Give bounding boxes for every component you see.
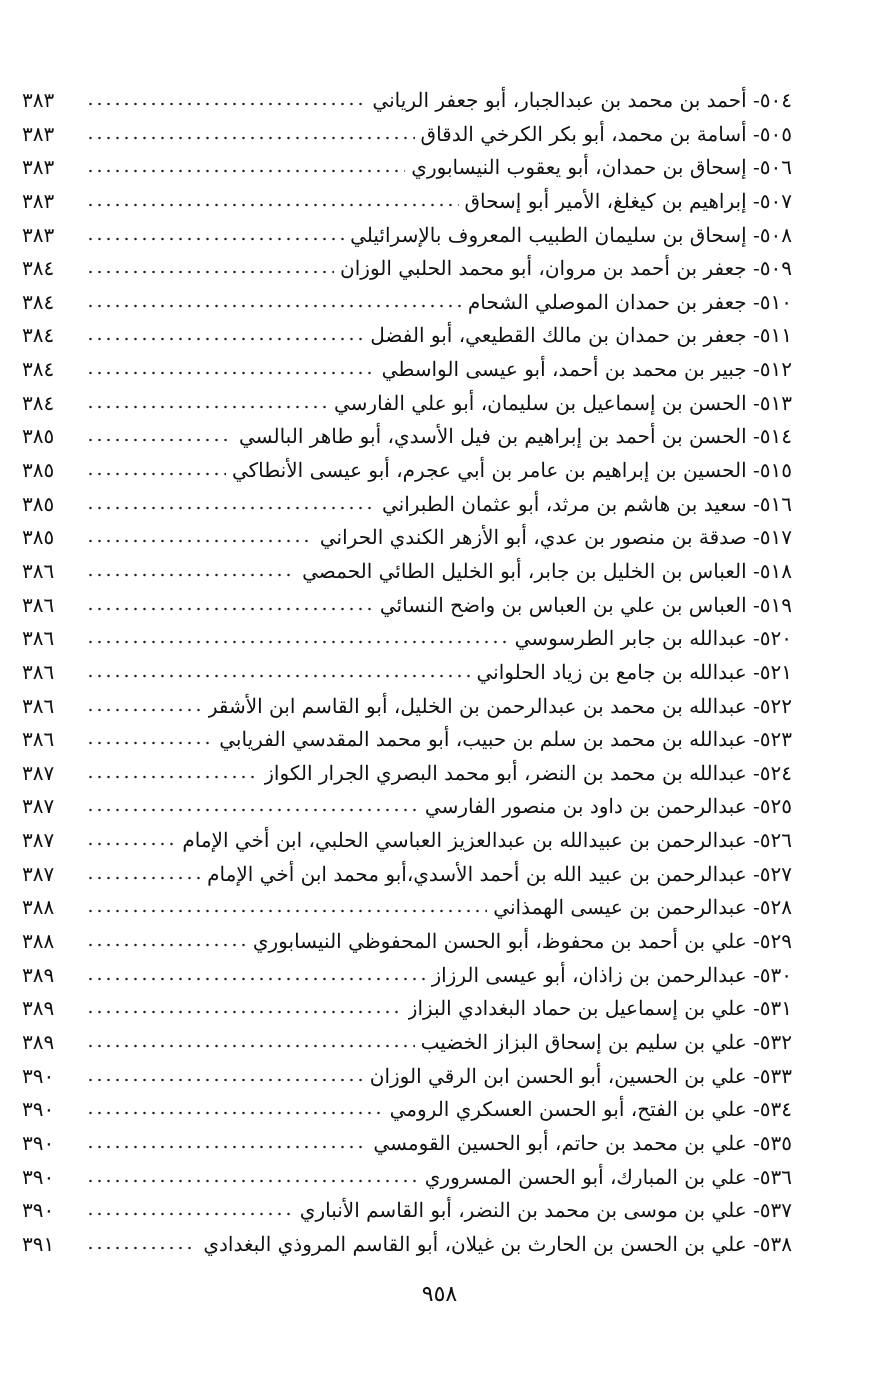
- dot-leader: [86, 394, 328, 414]
- entry-title: ٥٢٣- عبدالله بن محمد بن سلم بن حبيب، أبو محمد المقدسي الفريابي: [219, 727, 792, 752]
- entry-title: ٥٣٨- علي بن الحسن بن الحارث بن غيلان، أبو القاسم المروذي البغدادي: [203, 1231, 792, 1256]
- entry-title: ٥٢٠- عبدالله بن جابر الطرسوسي: [514, 626, 792, 651]
- entry-title: ٥١٧- صدقة بن منصور بن عدي، أبو الأزهر الكندي الحراني: [319, 525, 792, 550]
- entry-title: ٥٠٩- جعفر بن أحمد بن مروان، أبو محمد الحلبي الوزان: [340, 256, 792, 281]
- entry-title: ٥٣٧- علي بن موسى بن محمد بن النضر، أبو القاسم الأنباري: [299, 1198, 792, 1223]
- toc-entry: [22, 252, 792, 286]
- entry-title: ٥٣٥- علي بن محمد بن حاتم، أبو الحسين القومسي: [373, 1130, 792, 1155]
- toc-entry: [22, 790, 792, 824]
- toc-entry: [22, 757, 792, 791]
- entry-page-ref: ٣٨٦: [22, 659, 55, 684]
- table-of-contents: [22, 84, 792, 1261]
- toc-entry: [22, 824, 792, 858]
- toc-entry: [22, 1060, 792, 1094]
- dot-leader: [86, 1100, 384, 1120]
- toc-entry: [22, 1194, 792, 1228]
- entry-title: ٥١٩- العباس بن علي بن العباس بن واضح النسائي: [379, 592, 792, 617]
- toc-entry: [22, 219, 792, 253]
- dot-leader: [86, 1066, 364, 1086]
- dot-leader: [86, 865, 201, 885]
- entry-page-ref: ٣٨٣: [22, 222, 55, 247]
- toc-entry: [22, 1093, 792, 1127]
- dot-leader: [86, 764, 258, 784]
- entry-page-ref: ٣٨٥: [22, 491, 55, 516]
- dot-leader: [86, 629, 509, 649]
- dot-leader: [86, 124, 415, 144]
- toc-entry: [22, 185, 792, 219]
- entry-page-ref: ٣٩٠: [22, 1164, 55, 1189]
- entry-page-ref: ٣٨٩: [22, 996, 55, 1021]
- toc-entry: [22, 1161, 792, 1195]
- entry-title: ٥١٤- الحسن بن أحمد بن إبراهيم بن فيل الأسدي، أبو طاهر البالسي: [238, 424, 792, 449]
- toc-entry: [22, 84, 792, 118]
- dot-leader: [86, 797, 419, 817]
- toc-entry: [22, 286, 792, 320]
- dot-leader: [86, 1033, 415, 1053]
- entry-page-ref: ٣٨٥: [22, 424, 55, 449]
- entry-page-ref: ٣٨٤: [22, 323, 55, 348]
- entry-title: ٥٠٨- إسحاق بن سليمان الطبيب المعروف بالإسرائيلي: [350, 222, 792, 247]
- entry-page-ref: ٣٨٩: [22, 962, 55, 987]
- dot-leader: [86, 158, 405, 178]
- dot-leader: [86, 427, 233, 447]
- entry-page-ref: ٣٨٦: [22, 727, 55, 752]
- entry-title: ٥٣٣- علي بن الحسين، أبو الحسن ابن الرقي الوزان: [369, 1063, 792, 1088]
- dot-leader: [86, 91, 366, 111]
- entry-page-ref: ٣٨٣: [22, 188, 55, 213]
- entry-page-ref: ٣٨٤: [22, 357, 55, 382]
- toc-entry: [22, 723, 792, 757]
- entry-page-ref: ٣٩٠: [22, 1198, 55, 1223]
- toc-entry: [22, 925, 792, 959]
- entry-page-ref: ٣٨٧: [22, 794, 55, 819]
- toc-entry: [22, 891, 792, 925]
- dot-leader: [86, 461, 226, 481]
- entry-title: ٥٢٢- عبدالله بن محمد بن عبدالرحمن بن الخليل، أبو القاسم ابن الأشقر: [207, 693, 792, 718]
- entry-page-ref: ٣٨٤: [22, 256, 55, 281]
- toc-entry: [22, 992, 792, 1026]
- entry-page-ref: ٣٩٠: [22, 1063, 55, 1088]
- entry-page-ref: ٣٨٦: [22, 592, 55, 617]
- dot-leader: [86, 192, 459, 212]
- toc-entry: [22, 622, 792, 656]
- toc-entry: [22, 656, 792, 690]
- toc-entry: [22, 319, 792, 353]
- entry-title: ٥٢١- عبدالله بن جامع بن زياد الحلواني: [476, 659, 792, 684]
- entry-title: ٥١٠- جعفر بن حمدان الموصلي الشحام: [467, 289, 792, 314]
- toc-entry: [22, 959, 792, 993]
- entry-title: ٥٠٦- إسحاق بن حمدان، أبو يعقوب النيسابوري: [411, 155, 792, 180]
- toc-entry: [22, 387, 792, 421]
- toc-entry: [22, 420, 792, 454]
- entry-page-ref: ٣٨٤: [22, 289, 55, 314]
- dot-leader: [86, 360, 376, 380]
- entry-page-ref: ٣٨٨: [22, 929, 55, 954]
- dot-leader: [86, 293, 462, 313]
- entry-title: ٥٣٤- علي بن الفتح، أبو الحسن العسكري الرومي: [389, 1097, 792, 1122]
- entry-page-ref: ٣٨٣: [22, 88, 55, 112]
- entry-page-ref: ٣٩٠: [22, 1097, 55, 1122]
- toc-entry: [22, 151, 792, 185]
- dot-leader: [86, 1167, 419, 1187]
- toc-entry: [22, 589, 792, 623]
- entry-page-ref: ٣٩٠: [22, 1130, 55, 1155]
- dot-leader: [86, 259, 334, 279]
- toc-entry: [22, 118, 792, 152]
- toc-entry: [22, 555, 792, 589]
- entry-title: ٥١٨- العباس بن الخليل بن جابر، أبو الخليل الطائي الحمصي: [302, 558, 792, 583]
- entry-title: ٥٠٧- إبراهيم بن كيغلغ، الأمير أبو إسحاق: [464, 188, 792, 213]
- dot-leader: [86, 1201, 294, 1221]
- toc-entry: [22, 1026, 792, 1060]
- entry-title: ٥٣٦- علي بن المبارك، أبو الحسن المسروري: [424, 1164, 792, 1189]
- entry-page-ref: ٣٨٤: [22, 390, 55, 415]
- entry-page-ref: ٣٨٥: [22, 458, 55, 483]
- dot-leader: [86, 898, 487, 918]
- entry-title: ٥٢٨- عبدالرحمن بن عيسى الهمذاني: [493, 895, 792, 920]
- dot-leader: [86, 999, 402, 1019]
- toc-entry: [22, 690, 792, 724]
- entry-title: ٥٢٩- علي بن أحمد بن محفوظ، أبو الحسن المحفوظي النيسابوري: [252, 929, 792, 954]
- dot-leader: [86, 696, 202, 716]
- entry-page-ref: ٣٨٣: [22, 121, 55, 146]
- toc-entry: [22, 454, 792, 488]
- entry-page-ref: ٣٨٨: [22, 895, 55, 920]
- entry-title: ٥٣٢- علي بن سليم بن إسحاق البزاز الخضيب: [420, 1029, 792, 1054]
- entry-title: ٥٣١- علي بن إسماعيل بن حماد البغدادي البزاز: [407, 996, 792, 1021]
- dot-leader: [86, 932, 247, 952]
- entry-page-ref: ٣٨٦: [22, 558, 55, 583]
- entry-title: ٥٠٤- أحمد بن محمد بن عبدالجبار، أبو جعفر الرياني: [372, 88, 792, 112]
- toc-entry: [22, 858, 792, 892]
- dot-leader: [86, 663, 470, 683]
- entry-title: ٥٢٤- عبدالله بن محمد بن النضر، أبو محمد البصري الجرار الكواز: [264, 760, 792, 785]
- entry-page-ref: ٣٨٣: [22, 155, 55, 180]
- dot-leader: [86, 965, 425, 985]
- dot-leader: [86, 562, 296, 582]
- page-number: ٩٥٨: [421, 1282, 458, 1307]
- entry-page-ref: ٣٨٧: [22, 828, 55, 853]
- entry-title: ٥٢٧- عبدالرحمن بن عبيد الله بن أحمد الأسدي،أبو محمد ابن أخي الإمام: [207, 861, 792, 886]
- toc-entry: [22, 1127, 792, 1161]
- dot-leader: [86, 225, 344, 245]
- toc-entry: [22, 1228, 792, 1262]
- dot-leader: [86, 495, 376, 515]
- entry-page-ref: ٣٩١: [22, 1231, 55, 1256]
- entry-title: ٥٢٥- عبدالرحمن بن داود بن منصور الفارسي: [424, 794, 792, 819]
- entry-title: ٥٢٦- عبدالرحمن بن عبيدالله بن عبدالعزيز العباسي الحلبي، ابن أخي الإمام: [182, 828, 792, 853]
- entry-page-ref: ٣٨٩: [22, 1029, 55, 1054]
- entry-title: ٥٣٠- عبدالرحمن بن زاذان، أبو عيسى الرزاز: [431, 962, 792, 987]
- dot-leader: [86, 730, 213, 750]
- entry-title: ٥٠٥- أسامة بن محمد، أبو بكر الكرخي الدقاق: [420, 121, 792, 146]
- toc-entry: [22, 521, 792, 555]
- entry-title: ٥١١- جعفر بن حمدان بن مالك القطيعي، أبو الفضل: [370, 323, 792, 348]
- dot-leader: [86, 326, 364, 346]
- dot-leader: [86, 595, 374, 615]
- entry-title: ٥١٦- سعيد بن هاشم بن مرثد، أبو عثمان الطبراني: [381, 491, 792, 516]
- entry-page-ref: ٣٨٧: [22, 861, 55, 886]
- toc-entry: [22, 353, 792, 387]
- toc-entry: [22, 488, 792, 522]
- entry-title: ٥١٥- الحسين بن إبراهيم بن عامر بن أبي عجرم، أبو عيسى الأنطاكي: [231, 458, 792, 483]
- dot-leader: [86, 1134, 367, 1154]
- entry-title: ٥١٣- الحسن بن إسماعيل بن سليمان، أبو علي الفارسي: [334, 390, 792, 415]
- dot-leader: [86, 528, 314, 548]
- entry-page-ref: ٣٨٧: [22, 760, 55, 785]
- dot-leader: [86, 1235, 197, 1255]
- dot-leader: [86, 831, 176, 851]
- entry-page-ref: ٣٨٦: [22, 626, 55, 651]
- entry-title: ٥١٢- جبير بن محمد بن أحمد، أبو عيسى الواسطي: [381, 357, 792, 382]
- entry-page-ref: ٣٨٦: [22, 693, 55, 718]
- entry-page-ref: ٣٨٥: [22, 525, 55, 550]
